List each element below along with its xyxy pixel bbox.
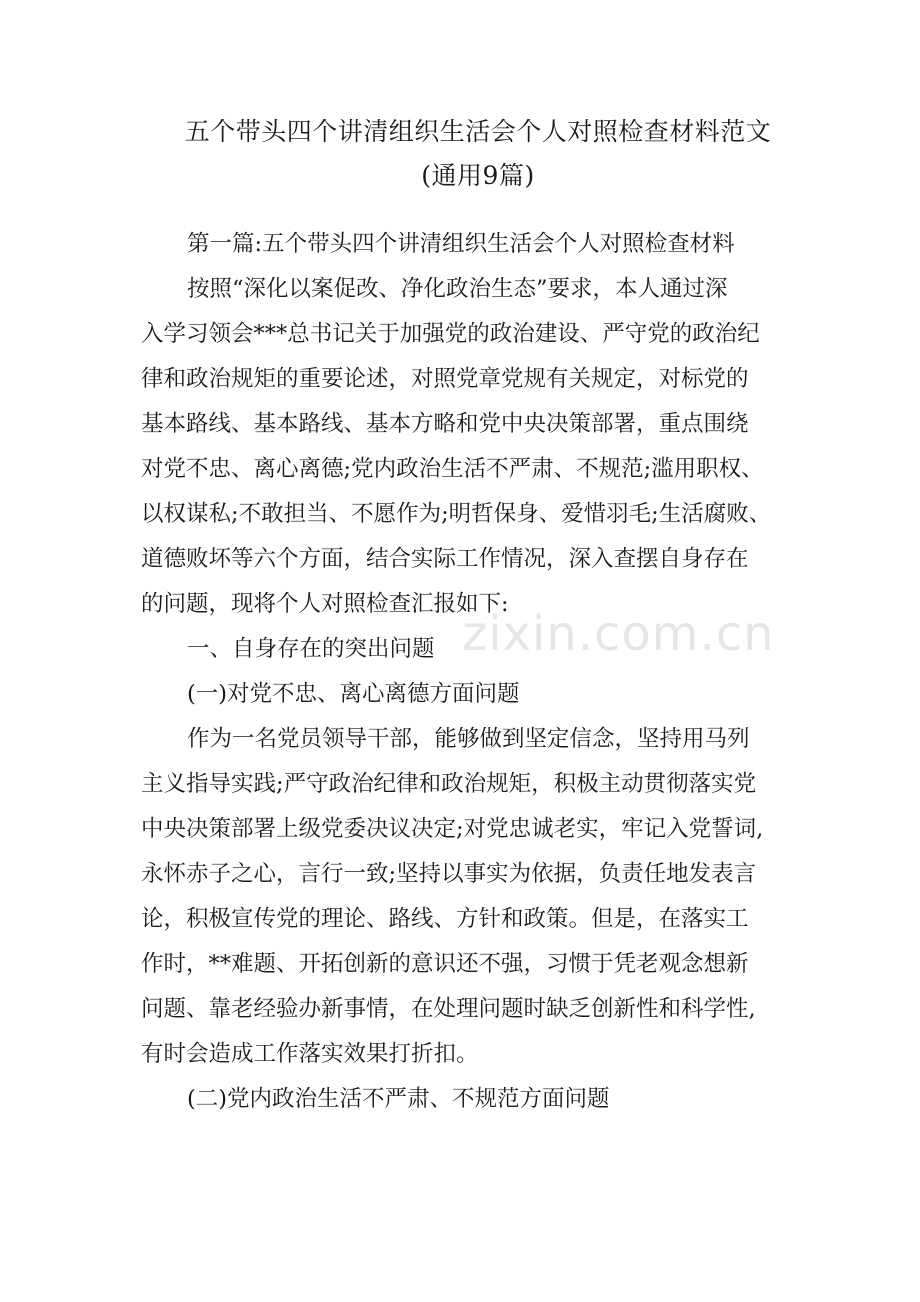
paragraph-line: 按照“深化以案促改、净化政治生态”要求，本人通过深 <box>187 276 728 302</box>
paragraph-line: 道德败坏等六个方面，结合实际工作情况，深入查摆自身存在 <box>141 546 749 572</box>
paragraph-line: 作为一名党员领导干部，能够做到坚定信念，坚持用马列 <box>187 726 750 752</box>
paragraph-line: 中央决策部署上级党委决议决定;对党忠诚老实，牢记入党誓词, <box>141 816 764 842</box>
paragraph-line: 有时会造成工作落实效果打折扣。 <box>141 1041 479 1067</box>
document-title: 五个带头四个讲清组织生活会个人对照检查材料范文 <box>184 117 772 146</box>
section-heading-part-1: 第一篇:五个带头四个讲清组织生活会个人对照检查材料 <box>187 231 735 257</box>
paragraph-line: 以权谋私;不敢担当、不愿作为;明哲保身、爱惜羽毛;生活腐败、 <box>141 501 772 527</box>
watermark: zixin.com.cn <box>462 606 775 662</box>
subsection-heading: (一)对党不忠、离心离德方面问题 <box>187 681 520 707</box>
paragraph-line: 作时，**难题、开拓创新的意识还不强，习惯于凭老观念想新 <box>141 951 749 977</box>
paragraph-line: 主义指导实践;严守政治纪律和政治规矩，积极主动贯彻落实党 <box>141 771 757 797</box>
document-subtitle: (通用9篇) <box>421 161 535 190</box>
paragraph-line: 的问题，现将个人对照检查汇报如下: <box>141 591 509 617</box>
paragraph-line: 基本路线、基本路线、基本方略和党中央决策部署，重点围绕 <box>141 411 749 437</box>
paragraph-line: 律和政治规矩的重要论述，对照党章党规有关规定，对标党的 <box>141 366 749 392</box>
paragraph-line: 永怀赤子之心，言行一致;坚持以事实为依据，负责任地发表言 <box>141 861 757 887</box>
paragraph-line: 论，积极宣传党的理论、路线、方针和政策。但是，在落实工 <box>141 906 749 932</box>
section-heading: 一、自身存在的突出问题 <box>187 636 435 662</box>
subsection-heading: (二)党内政治生活不严肃、不规范方面问题 <box>187 1086 610 1112</box>
paragraph-line: 对党不忠、离心离德;党内政治生活不严肃、不规范;滥用职权、 <box>141 456 764 482</box>
paragraph-line: 入学习领会***总书记关于加强党的政治建设、严守党的政治纪 <box>141 321 760 347</box>
paragraph-line: 问题、靠老经验办新事情，在处理问题时缺乏创新性和科学性, <box>141 996 756 1022</box>
